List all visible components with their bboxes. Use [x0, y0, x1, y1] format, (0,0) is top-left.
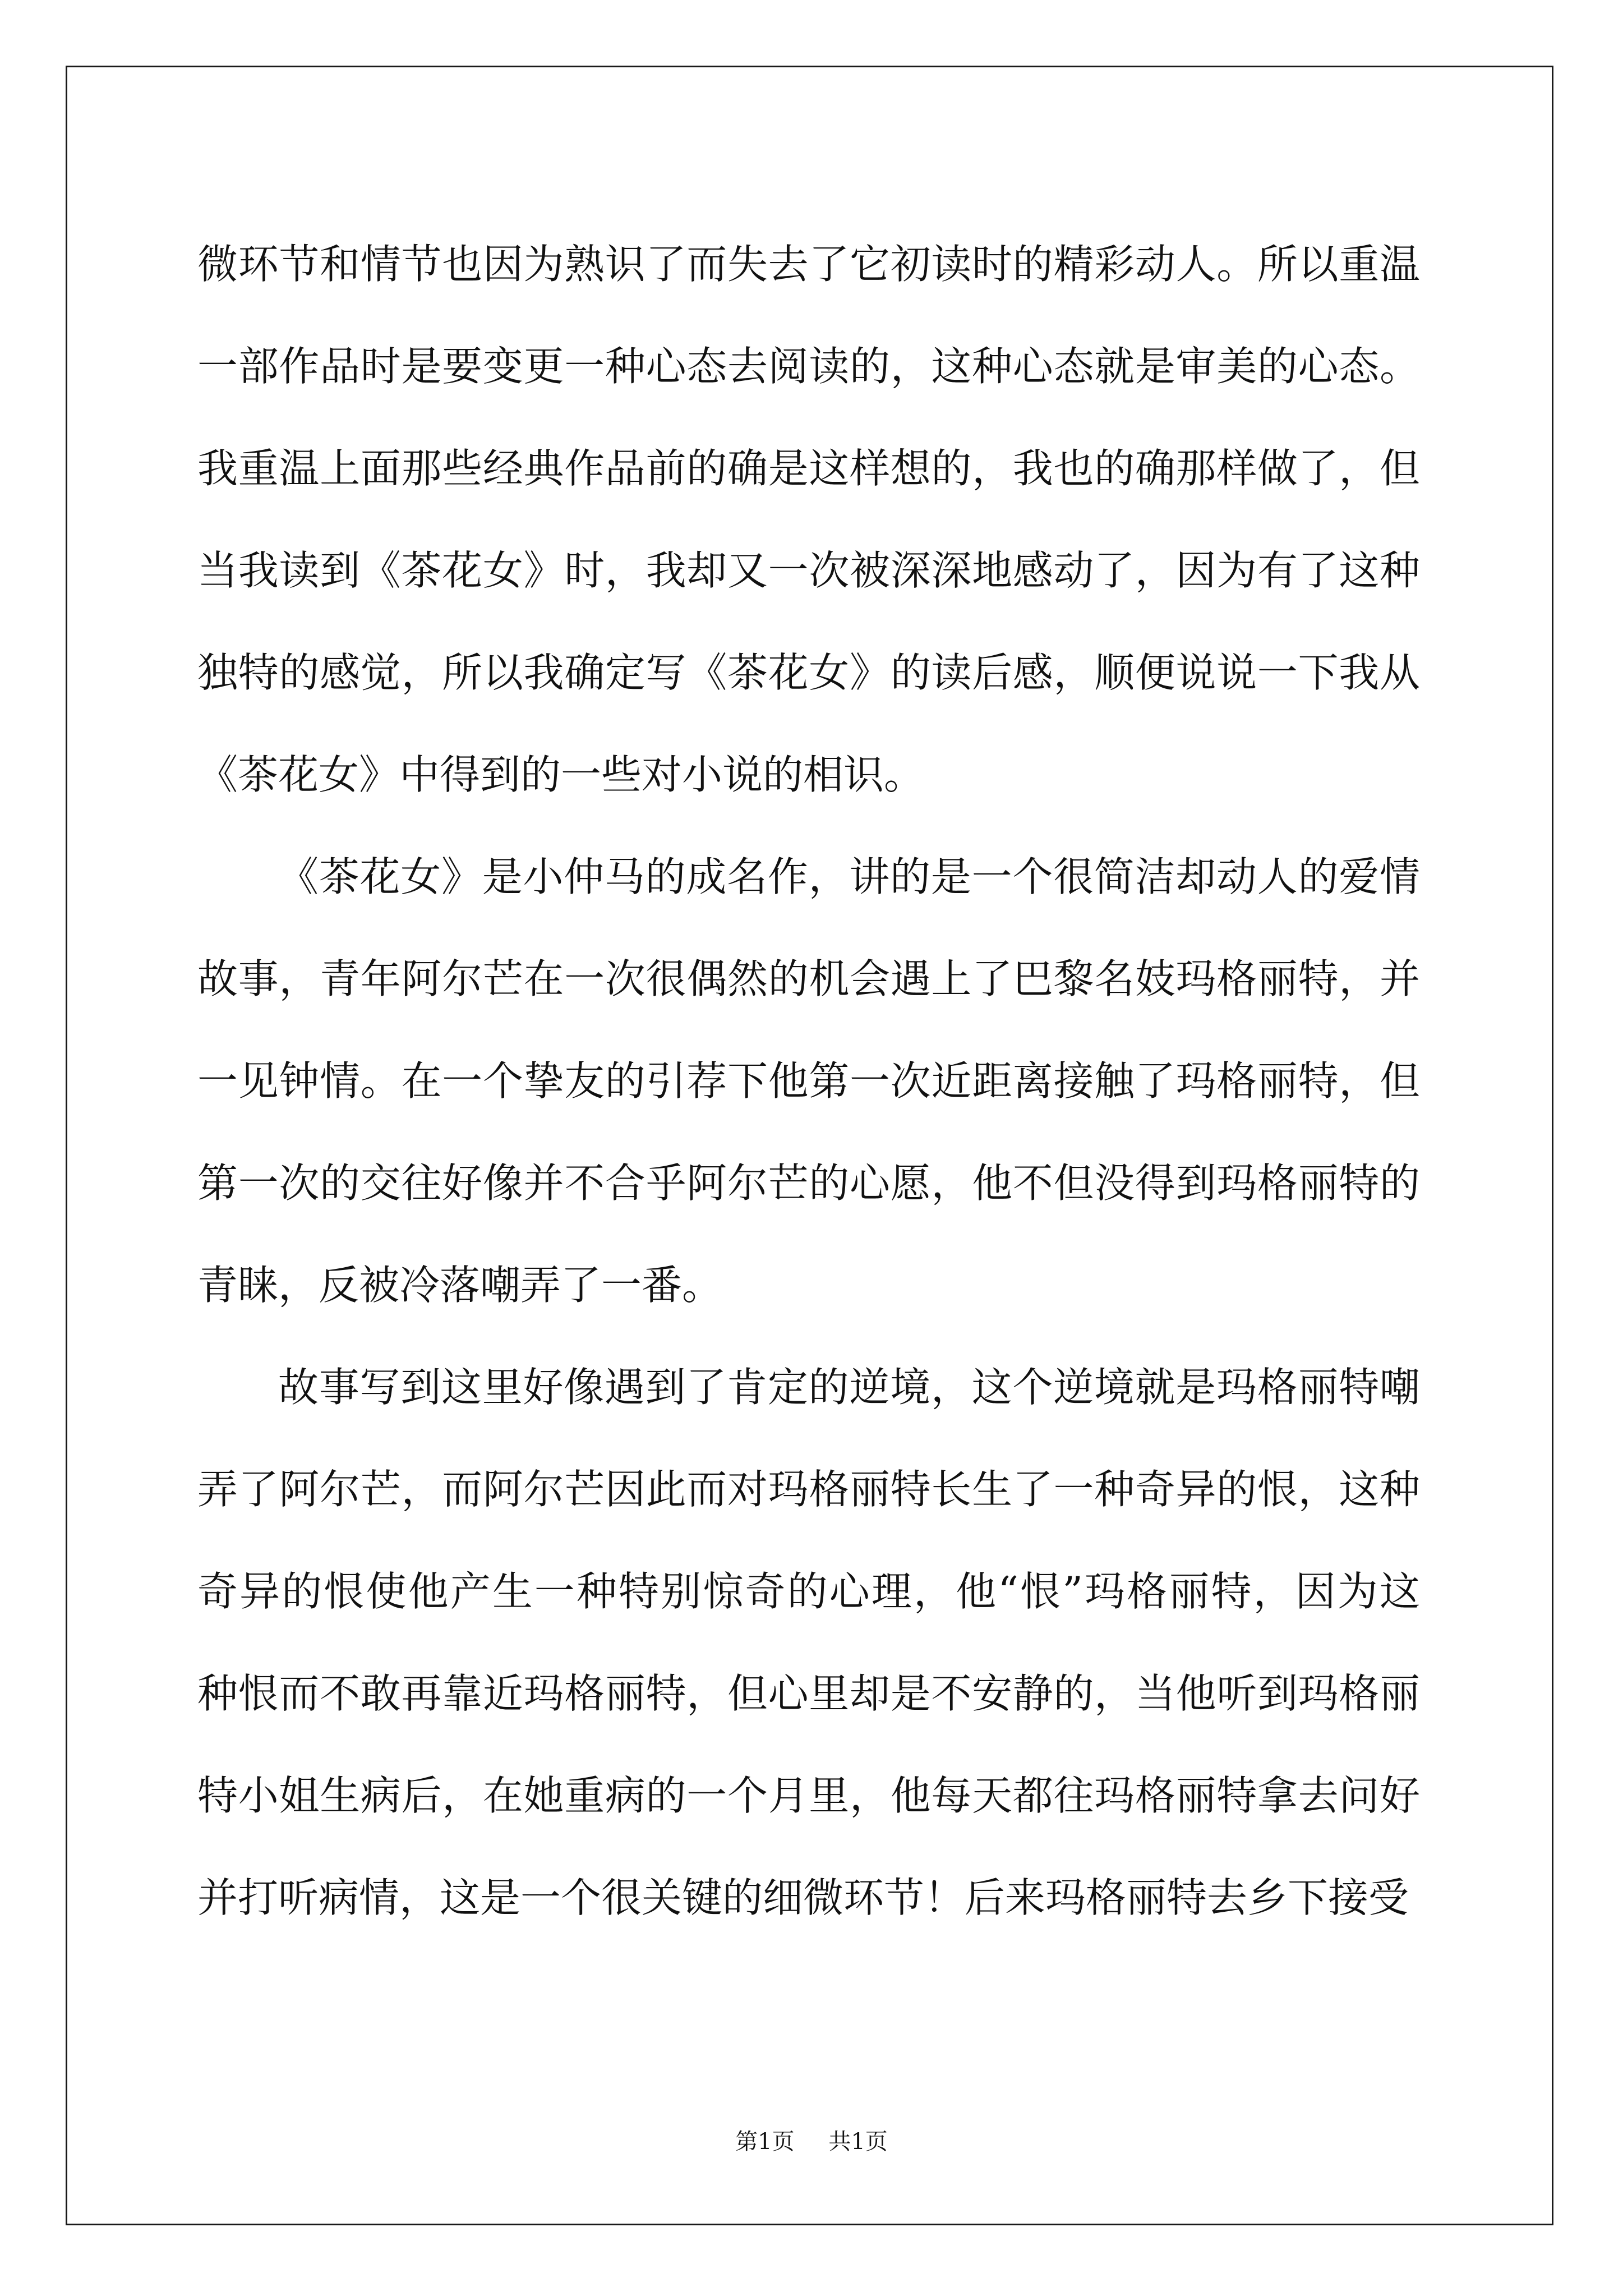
page-total: 共1页: [828, 2129, 888, 2155]
text-line: 微环节和情节也因为熟识了而失去了它初读时的精彩动人。所以重温: [197, 241, 1420, 288]
text-line: 当我读到《茶花女》时，我却又一次被深深地感动了，因为有了这种: [197, 547, 1420, 594]
text-line: 独特的感觉，所以我确定写《茶花女》的读后感，顺便说说一下我从: [197, 649, 1420, 696]
page-number: 第1页: [735, 2129, 795, 2155]
text-line: 一部作品时是要变更一种心态去阅读的，这种心态就是审美的心态。: [197, 343, 1420, 390]
text-line: 第一次的交往好像并不合乎阿尔芒的心愿，他不但没得到玛格丽特的: [197, 1159, 1420, 1207]
text-line: 一见钟情。在一个挚友的引荐下他第一次近距离接触了玛格丽特，但: [197, 1057, 1420, 1105]
page-footer: [0, 2124, 1623, 2156]
text-line: 《茶花女》中得到的一些对小说的相识。: [197, 751, 925, 798]
text-line: 故事写到这里好像遇到了肯定的逆境，这个逆境就是玛格丽特嘲: [278, 1364, 1420, 1411]
text-line: 特小姐生病后，在她重病的一个月里，他每天都往玛格丽特拿去问好: [197, 1772, 1420, 1819]
text-line: 我重温上面那些经典作品前的确是这样想的，我也的确那样做了，但: [197, 445, 1420, 492]
paragraph: [197, 826, 1420, 1336]
text-line: 种恨而不敢再靠近玛格丽特，但心里却是不安静的，当他听到玛格丽: [197, 1670, 1420, 1717]
text-line: 青睐，反被冷落嘲弄了一番。: [197, 1262, 723, 1309]
text-line: 并打听病情，这是一个很关键的细微环节！后来玛格丽特去乡下接受: [197, 1874, 1409, 1921]
text-line: 奇异的恨使他产生一种特别惊奇的心理，他“恨”玛格丽特，因为这: [197, 1568, 1420, 1615]
text-line: 弄了阿尔芒，而阿尔芒因此而对玛格丽特长生了一种奇异的恨，这种: [197, 1466, 1420, 1513]
text-line: 故事，青年阿尔芒在一次很偶然的机会遇上了巴黎名妓玛格丽特，并: [197, 955, 1420, 1002]
text-line: 《茶花女》是小仲马的成名作，讲的是一个很简洁却动人的爱情: [278, 853, 1420, 900]
paragraph: [197, 1336, 1420, 1949]
document-body: [197, 213, 1420, 1949]
paragraph: [197, 213, 1420, 826]
